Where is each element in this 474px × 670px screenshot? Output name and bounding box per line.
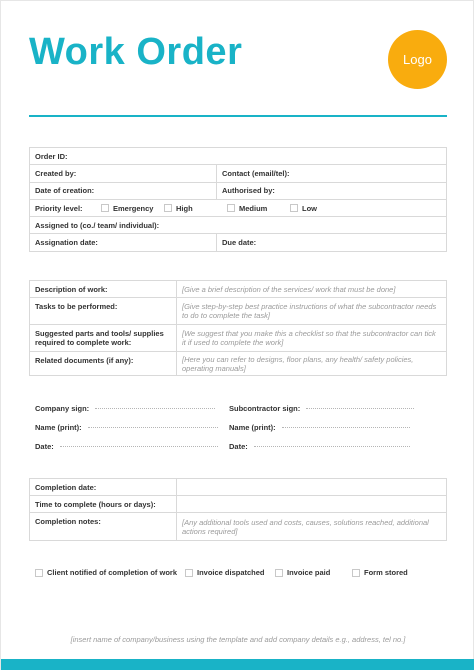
assignation-date-field[interactable]: Assignation date: xyxy=(30,234,217,251)
company-name-label: Name (print): xyxy=(35,423,82,432)
check-form-stored[interactable]: Form stored xyxy=(352,568,408,577)
order-id-field[interactable]: Order ID: xyxy=(30,148,447,165)
subcontractor-date-row xyxy=(229,442,410,451)
subcontractor-name-label: Name (print): xyxy=(229,423,276,432)
check-client-notified[interactable]: Client notified of completion of work xyxy=(35,568,185,577)
table-row xyxy=(30,281,447,298)
table-row xyxy=(30,352,447,376)
time-to-complete-field[interactable] xyxy=(177,496,447,513)
company-name-row xyxy=(35,423,218,432)
priority-level-label: Priority level: xyxy=(35,203,83,213)
subcontractor-name-line[interactable] xyxy=(282,427,410,428)
checkbox-icon[interactable] xyxy=(35,569,43,577)
order-details-table xyxy=(29,147,447,252)
footer-note: [insert name of company/business using the template and add company details e.g., address, tel no.] xyxy=(70,635,406,644)
due-date-field[interactable]: Due date: xyxy=(217,234,447,251)
created-by-field[interactable]: Created by: xyxy=(30,165,217,182)
parts-tools-field[interactable]: [We suggest that you make this a checklist so that the subcontractor can tick it if used to complete the work] xyxy=(177,325,447,352)
check-invoice-paid[interactable]: Invoice paid xyxy=(275,568,352,577)
company-sign-line[interactable] xyxy=(95,408,215,409)
table-row xyxy=(30,496,447,513)
subcontractor-sign-row xyxy=(229,404,414,413)
table-row xyxy=(30,479,447,496)
priority-option-high[interactable]: High xyxy=(164,204,221,213)
company-sign-row xyxy=(35,404,215,413)
checkbox-icon[interactable] xyxy=(101,204,109,212)
checkbox-icon[interactable] xyxy=(352,569,360,577)
completion-date-field[interactable] xyxy=(177,479,447,496)
related-documents-label: Related documents (if any): xyxy=(30,352,177,376)
footer-bar xyxy=(1,659,474,670)
table-row xyxy=(30,199,447,216)
header-divider xyxy=(29,115,447,117)
completion-notes-field[interactable]: [Any additional tools used and costs, causes, solutions reached, additional actions required] xyxy=(177,513,447,541)
subcontractor-name-row xyxy=(229,423,410,432)
tasks-field[interactable]: [Give step-by-step best practice instructions of what the subcontractor needs to do to complete the task] xyxy=(177,298,447,325)
subcontractor-date-label: Date: xyxy=(229,442,248,451)
table-row xyxy=(30,325,447,352)
table-row xyxy=(30,513,447,541)
checkbox-icon[interactable] xyxy=(290,204,298,212)
priority-option-low[interactable]: Low xyxy=(290,204,347,213)
table-row xyxy=(30,298,447,325)
description-of-work-field[interactable]: [Give a brief description of the services/ work that must be done] xyxy=(177,281,447,298)
priority-level-row xyxy=(30,199,447,216)
tasks-label: Tasks to be performed: xyxy=(30,298,177,325)
table-row xyxy=(30,165,447,182)
parts-tools-label: Suggested parts and tools/ supplies required to complete work: xyxy=(30,325,177,352)
priority-option-emergency[interactable]: Emergency xyxy=(101,204,158,213)
logo-badge xyxy=(388,30,447,89)
related-documents-field[interactable]: [Here you can refer to designs, floor plans, any health/ safety policies, operating manuals] xyxy=(177,352,447,376)
company-name-line[interactable] xyxy=(88,427,218,428)
description-of-work-label: Description of work: xyxy=(30,281,177,298)
completion-date-label: Completion date: xyxy=(30,479,177,496)
checkbox-icon[interactable] xyxy=(164,204,172,212)
completion-notes-label: Completion notes: xyxy=(30,513,177,541)
subcontractor-sign-line[interactable] xyxy=(306,408,414,409)
time-to-complete-label: Time to complete (hours or days): xyxy=(30,496,177,513)
completion-table xyxy=(29,478,447,541)
page-title: Work Order xyxy=(29,31,243,73)
authorised-by-field[interactable]: Authorised by: xyxy=(217,182,447,199)
subcontractor-sign-label: Subcontractor sign: xyxy=(229,404,301,413)
work-details-table xyxy=(29,280,447,376)
table-row xyxy=(30,217,447,234)
assigned-to-field[interactable]: Assigned to (co./ team/ individual): xyxy=(30,217,447,234)
company-date-label: Date: xyxy=(35,442,54,451)
status-checklist xyxy=(35,568,408,577)
priority-option-medium[interactable]: Medium xyxy=(227,204,284,213)
subcontractor-date-line[interactable] xyxy=(254,446,410,447)
logo-label: Logo xyxy=(403,52,432,67)
table-row xyxy=(30,182,447,199)
company-date-row xyxy=(35,442,218,451)
check-invoice-dispatched[interactable]: Invoice dispatched xyxy=(185,568,275,577)
company-sign-label: Company sign: xyxy=(35,404,90,413)
checkbox-icon[interactable] xyxy=(227,204,235,212)
checkbox-icon[interactable] xyxy=(275,569,283,577)
contact-field[interactable]: Contact (email/tel): xyxy=(217,165,447,182)
date-of-creation-field[interactable]: Date of creation: xyxy=(30,182,217,199)
company-date-line[interactable] xyxy=(60,446,218,447)
checkbox-icon[interactable] xyxy=(185,569,193,577)
table-row xyxy=(30,234,447,251)
table-row xyxy=(30,148,447,165)
